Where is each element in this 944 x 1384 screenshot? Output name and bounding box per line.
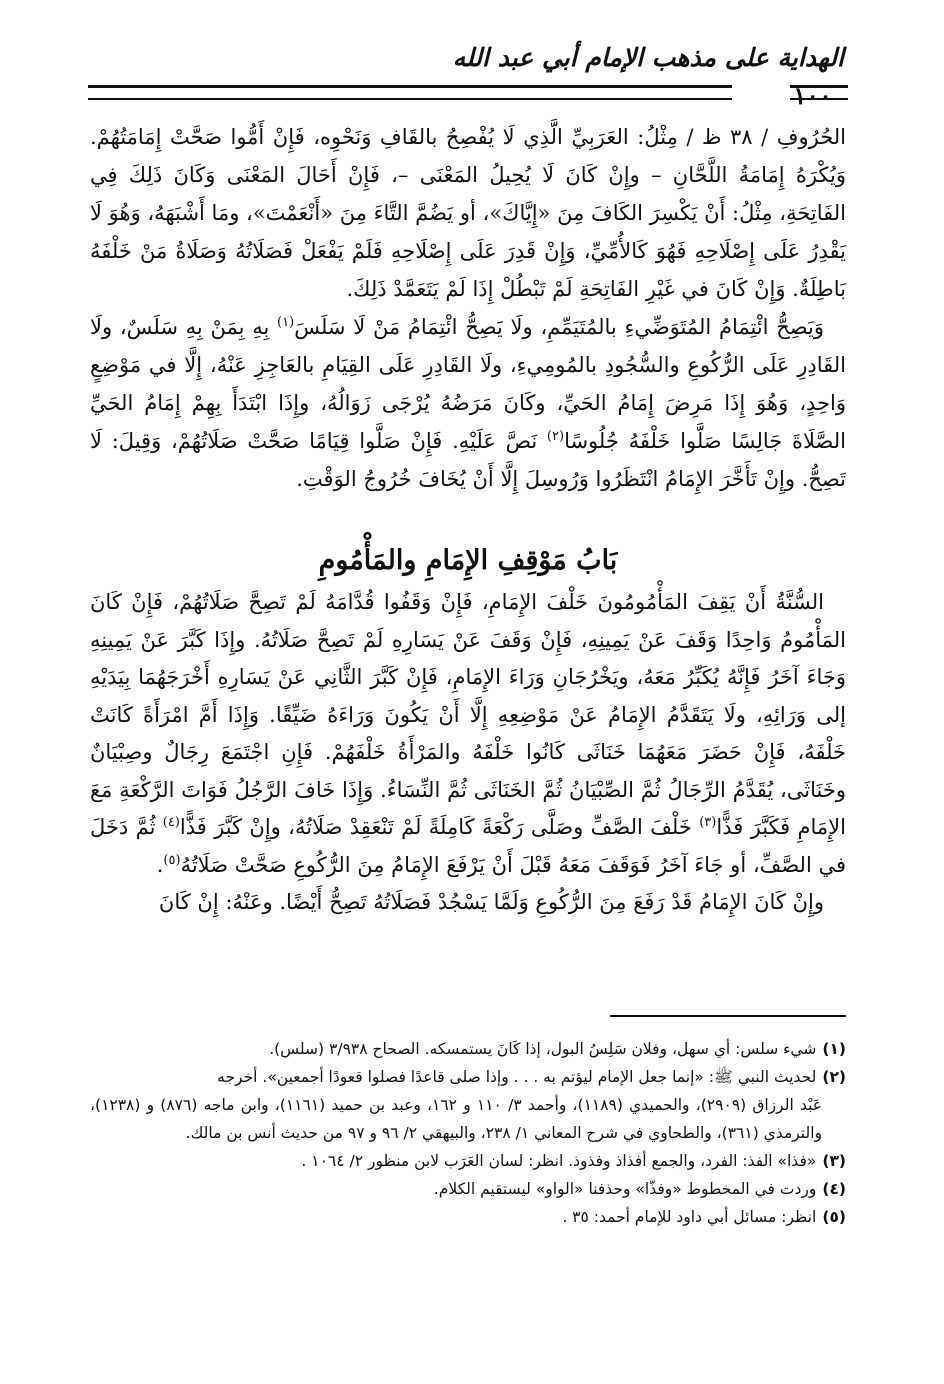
paragraph-3 [90, 584, 846, 884]
paragraph-3-part-c: ثُمَّ دَخَلَ في الصَّفِّ، أو جَاءَ آخَرُ فَوَقَفَ مَعَهُ قَبْلَ أَنْ يَرْفَعَ الإِمَامُ مِنَ الرُّكُوعِ صَحَّتْ صَلَاتُهُ [90, 815, 846, 877]
footnote-number: (٢) [822, 1068, 846, 1086]
header-rule-short [790, 85, 848, 100]
header-rule [88, 85, 732, 100]
footnote-2 [90, 1063, 846, 1091]
footnote-number: (٣) [822, 1152, 846, 1170]
page-number: ١٠٠ [793, 81, 832, 110]
footnote-number: (٥) [822, 1208, 846, 1226]
footnote-2-continuation: عَبْد الرزاق (٢٩٠٩)، والحميدي (١١٨٩)، وأحمد ٣/ ١١٠ و ١٦٢، وعبد بن حميد (١١٦١)، وابن ماجه (٨٧٦) و (١٢٣٨)، والترمذي (٣٦١)، والطحاوي في شرح المعاني ١/ ٢٣٨، والبيهقي ٢/ ٩٦ و ٩٧ من حديث أنس بن مالك. [90, 1096, 823, 1142]
footnote-text: شيء سلس: أي سهل، وفلان سَلِسُ البول، إذا كَانَ يستمسكه. الصحاح ٣/٩٣٨ (سلس). [269, 1040, 817, 1058]
footnotes-block [90, 1035, 846, 1231]
footnote-1 [90, 1035, 846, 1063]
running-title: الهداية على مذهب الإمام أبي عبد الله [452, 43, 844, 72]
chapter-heading: بَابُ مَوْقِفِ الإِمَامِ والمَأْمُومِ [318, 545, 618, 576]
footnote-text: وردت في المخطوط «وفذّا» وحذفنا «الواو» ليستقيم الكلام. [433, 1180, 817, 1198]
main-text-block-2 [90, 584, 846, 922]
footnote-ref-4[interactable]: (٤) [162, 815, 180, 830]
footnote-3 [90, 1147, 846, 1175]
paragraph-2 [90, 308, 846, 498]
footnote-number: (١) [822, 1040, 846, 1058]
paragraph-4: وإِنْ كَانَ الإِمَامُ قَدْ رَفَعَ مِنَ الرُّكُوعِ وَلَمَّا يَسْجُدْ فَصَلَاتُهُ تَصِحُّ أَيْضًا. وعَنْهُ: إِنْ كَانَ [158, 890, 824, 914]
footnote-ref-1[interactable]: (١) [277, 315, 295, 330]
paragraph-3-part-b: خَلْفَ الصَّفِّ وصَلَّى رَكْعَةً كَامِلَةً لَمْ تَنْعَقِدْ صَلَاتُهُ، وإِنْ كَبَّرَ فَذًّا [179, 815, 700, 839]
footnote-text: لحديث النبي ﷺ: «إنما جعل الإمام ليؤتم به . . . وإذا صلى قاعدًا فصلوا قعودًا أجمعين». أخرجه [217, 1068, 817, 1086]
paragraph-3-end: . [156, 852, 164, 877]
footnote-divider [610, 1015, 846, 1017]
paragraph-2-part-c: نَصَّ عَلَيْهِ. فَإِنْ صَلَّوا قِيَامًا صَحَّتْ صَلَاتُهُمْ، وَقِيلَ: لَا تَصِحُّ. وإِنْ تَأَخَّرَ الإِمَامُ انْتَظَرُوا وَرُوسِلَ إِلَّا أَنْ يُخَافَ خُرُوجُ الوَقْتِ. [90, 429, 846, 491]
footnote-text: انظر: مسائل أبي داود للإمام أحمد: ٣٥ . [562, 1208, 817, 1226]
paragraph-3-part-a: السُّنَّةُ أَنْ يَقِفَ المَأْمُومُونَ خَلْفَ الإِمَامِ، فَإِنْ وَقَفُوا قُدَّامَهُ لَمْ تَصِحَّ صَلَاتُهُمْ، فَإِنْ كَانَ المَأْمُومُ وَاحِدًا وَقَفَ عَنْ يَمِينِهِ، فَإِنْ وَقَفَ عَنْ يَسَارِهِ لَمْ تَصِحَّ صَلَاتُهُ. وإِذَا كَبَّرَ عَنْ يَمِينِهِ وَجَاءَ آخَرُ فَإِنَّهُ يُكَبِّرُ مَعَهُ، ويَخْرُجَانِ وَرَاءَ الإِمَامِ، فَإِنْ كَبَّرَ الثَّانِي عَنْ يَسَارِهِ أَخْرَجَهُمَا بِيَدَيْهِ إلى وَرَائِهِ، ولَا يَتَقَدَّمُ الإِمَامُ عَنْ مَوْضِعِهِ إِلَّا أَنْ يَكُونَ وَرَاءَهُ ضَيِّقًا. وَإِذَا أَمَّ امْرَأَةً كَانَتْ خَلْفَهُ، فَإِنْ حَضَرَ مَعَهُمَا خَنَاثَى كَانُوا خَلْفَهُ والمَرْأَةُ خَلْفَهُمْ. فَإِنِ اجْتَمَعَ رِجَالٌ وصِبْيَانٌ وخَنَاثَى، يُقَدَّمُ الرِّجَالُ ثُمَّ الصِّبْيَانُ ثُمَّ الخَنَاثَى ثُمَّ النِّسَاءُ. وَإِذَا خَافَ الرَّجُلُ فَوَاتَ الرَّكْعَةِ مَعَ الإِمَامِ فَكَبَّرَ فَذًّا [90, 590, 846, 839]
paragraph-2-part-b: بِهِ بِمَنْ بِهِ سَلَسٌ، ولَا القَادِرِ عَلَى الرُّكُوعِ والسُّجُودِ بالمُومِيءِ، ولَا القَادِرِ عَلَى القِيَامِ بالعَاجِزِ عَنْهُ، إِلَّا في مَوْضِعٍ وَاحِدٍ، وَهُوَ إِذَا مَرِضَ إِمَامُ الحَيِّ، وكَانَ مَرَضُهُ يُرْجَى زَوَالُهُ، وإِذَا ابْتَدَأَ بِهِمْ إِمَامُ الحَيِّ الصَّلَاةَ جَالِسًا صَلَّوا خَلْفَهُ جُلُوسًا [90, 315, 846, 453]
footnote-ref-2[interactable]: (٢) [546, 429, 565, 444]
main-text-block-1 [90, 118, 846, 498]
paragraph-1: الحُرُوفِ / ٣٨ ظ / مِثْلُ: العَرَبِيِّ الَّذِي لَا يُفْصِحُ بالقَافِ وَنَحْوِه، فَإِنْ أَمُّوا صَحَّتْ إِمَامَتُهُمْ. وَيُكْرَهُ إِمَامَةُ اللَّحَّانِ – وإِنْ كَانَ لَا يُحِيلُ المَعْنَى –، فَإِنْ أَحَالَ المَعْنَى وَكَانَ ذَلِكَ فِي الفَاتِحَةِ، مِثْلُ: أَنْ يَكْسِرَ الكَافَ مِنَ «إِيَّاكَ»، أو يَضُمَّ التَّاءَ مِنَ «أَنْعَمْتَ»، ومَا أَشْبَهَهُ، وَهُوَ لَا يَقْدِرُ عَلَى إِصْلَاحِهِ فَهُوَ كَالأُمِّيِّ، وَإِنْ قَدِرَ عَلَى إِصْلَاحِهِ فَلَمْ يَفْعَلْ فَصَلَاتُهُ وَصَلَاةُ مَنْ خَلْفَهُ بَاطِلَةٌ. وَإِنْ كَانَ في غَيْرِ الفَاتِحَةِ لَمْ تَبْطُلْ إِذَا لَمْ يَتَعَمَّدْ ذَلِكَ. [90, 125, 846, 301]
paragraph-2-part-a: وَيَصِحُّ ائْتِمَامُ المُتَوَضِّيءِ بالمُتَيَمِّمِ، ولَا يَصِحُّ ائْتِمَامُ مَنْ لَا سَلَسَ [294, 315, 824, 339]
footnote-ref-3[interactable]: (٣) [699, 815, 717, 830]
footnote-4 [90, 1175, 846, 1203]
footnote-text: «فذا» الفذ: الفرد، والجمع أفذاذ وفذوذ. انظر: لسان العَرَب لابن منظور ٢/ ١٠٦٤ . [301, 1152, 817, 1170]
footnote-ref-5[interactable]: (٥) [163, 852, 181, 868]
footnote-5 [90, 1203, 846, 1231]
footnote-number: (٤) [822, 1180, 846, 1198]
